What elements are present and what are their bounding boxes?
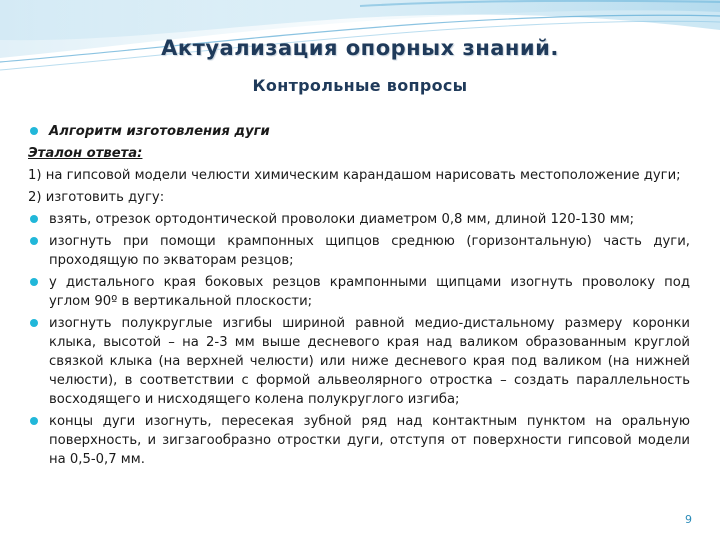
slide-title: Актуализация опорных знаний. (161, 36, 559, 60)
bullet-icon (30, 237, 38, 245)
bullet-icon (30, 215, 38, 223)
list-item-text: у дистального края боковых резцов крампонными щипцами изогнуть проволоку под углом 90º в вертикальной плоскости; (49, 275, 690, 309)
list-item-text: взять, отрезок ортодонтической проволоки диаметром 0,8 мм, длиной 120-130 мм; (49, 212, 635, 227)
bullet-icon (30, 127, 38, 135)
list-item (28, 412, 690, 469)
list-item-text: изогнуть полукруглые изгибы шириной равной медио-дистальному размеру коронки клыка, высотой – на 2-3 мм выше десневого края над валиком образованным круглой связкой клыка (на верхней челюсти) или ниже десневого края под валиком (на нижней челюсти), в соответствии с формой альвеолярного отростка – создать параллельность восходящего и нисходящего колена полукруглого изгиба; (49, 316, 690, 407)
list-item-text: изогнуть при помощи крампонных щипцов среднюю (горизонтальную) часть дуги, проходящую по экваторам резцов; (49, 234, 690, 268)
algorithm-heading: Алгоритм изготовления дуги (49, 124, 270, 139)
bullet-icon (30, 417, 38, 425)
slide-subtitle: Контрольные вопросы (252, 76, 468, 95)
heading-item (28, 122, 690, 141)
slide-body (28, 122, 690, 472)
list-item (28, 273, 690, 311)
step-1: 1) на гипсовой модели челюсти химическим карандашом нарисовать местоположение дуги; (28, 168, 681, 183)
answer-label: Эталон ответа: (28, 146, 143, 161)
list-item (28, 314, 690, 409)
bullet-icon (30, 278, 38, 286)
step-2: 2) изготовить дугу: (28, 190, 165, 205)
answer-label-line (28, 144, 690, 163)
list-item (28, 232, 690, 270)
bullet-icon (30, 319, 38, 327)
list-item-text: концы дуги изогнуть, пересекая зубной ряд над контактным пунктом на оральную поверхность, и зигзагообразно отростки дуги, отступя от поверхности гипсовой модели на 0,5-0,7 мм. (49, 414, 690, 467)
page-number: 9 (685, 513, 692, 526)
list-item (28, 210, 690, 229)
